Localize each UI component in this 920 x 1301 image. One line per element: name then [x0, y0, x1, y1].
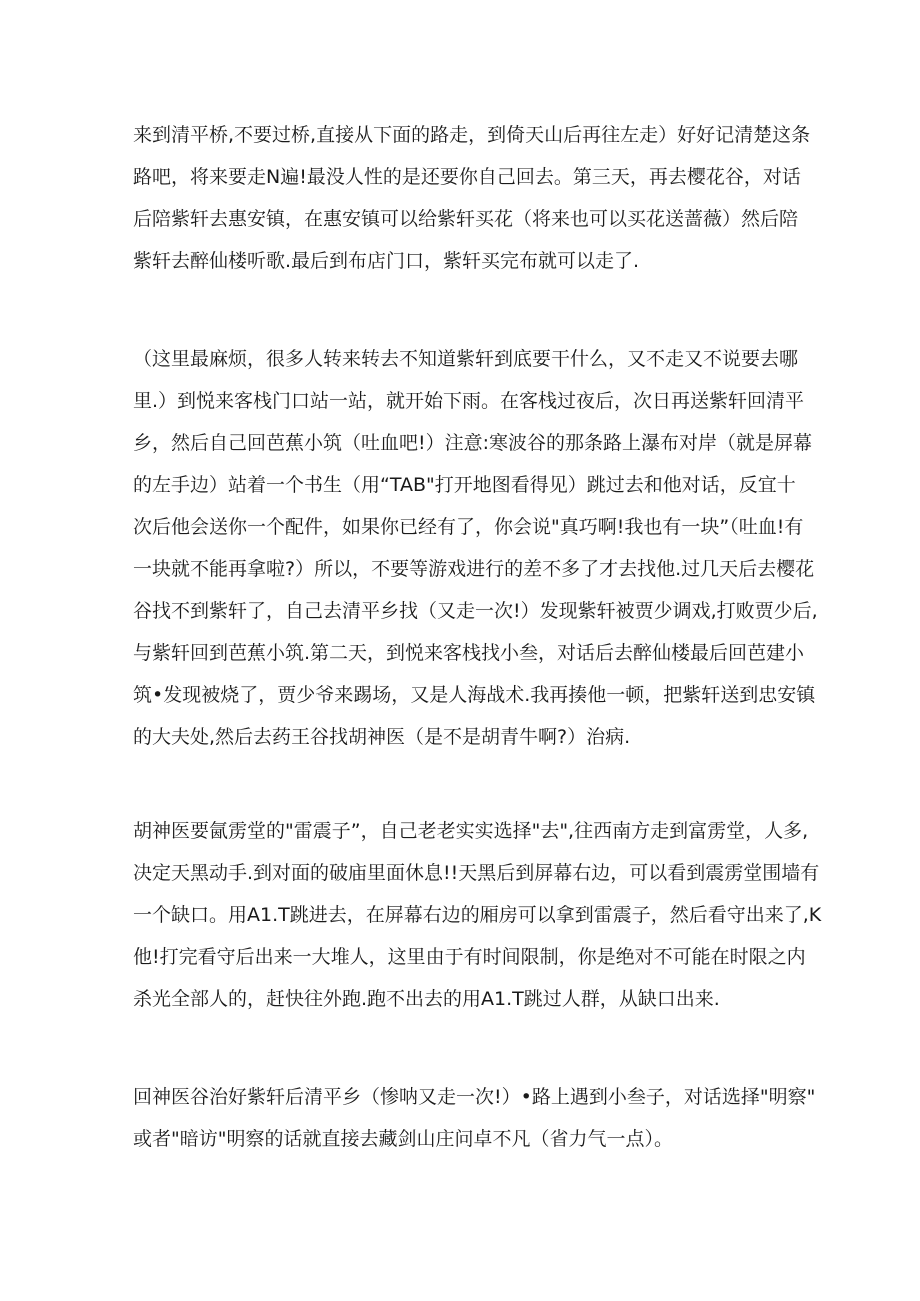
- text-line: 回神医谷治好紫轩后清平乡（惨呐又走一次!）•路上遇到小叁子，对话选择"明察": [133, 1086, 816, 1108]
- text-line: 紫轩去醉仙楼听歌.最后到布店门口，紫轩买完布就可以走了.: [133, 250, 640, 272]
- paragraph-spacer: [133, 1020, 793, 1076]
- text-line: 次后他会送你一个配件，如果你已经有了，你会说"真巧啊!我也有一块”（吐血!有: [133, 516, 804, 538]
- text-line: 杀光全部人的，赶快往外跑.跑不出去的用A1.T跳过人群，从缺口出来.: [133, 988, 720, 1010]
- paragraph-1: [133, 114, 811, 282]
- text-line: 他!打完看守后出来一大堆人，这里由于有时间限制，你是绝对不可能在时限之内: [133, 946, 806, 968]
- text-line: 里.）到悦来客栈门口站一站，就开始下雨。在客栈过夜后，次日再送紫轩回清平: [133, 390, 805, 412]
- text-line: 乡，然后自己回芭蕉小筑（吐血吧!）注意:寒波谷的那条路上瀑布对岸（就是屏幕: [133, 432, 813, 454]
- text-line: 一块就不能再拿啦?）所以，不要等游戏进行的差不多了才去找他.过几天后去樱花: [133, 558, 815, 580]
- paragraph-spacer: [133, 282, 793, 338]
- text-line: 决定天黑动手.到对面的破庙里面休息!!天黑后到屏幕右边，可以看到震雳堂围墙有: [133, 862, 820, 884]
- text-line: 的大夫处,然后去药王谷找胡神医（是不是胡青牛啊?）治病.: [133, 726, 631, 748]
- paragraph-spacer: [133, 758, 793, 810]
- text-line: 谷找不到紫轩了，自己去清平乡找（又走一次!）发现紫轩被贾少调戏,打败贾少后,: [133, 600, 818, 622]
- paragraph-3: [133, 810, 822, 1020]
- document-body: [133, 114, 822, 1160]
- text-line: （这里最麻烦，很多人转来转去不知道紫轩到底要干什么，又不走又不说要去哪: [133, 348, 799, 370]
- text-line: 胡神医要氤雳堂的"雷震子”，自己老老实实选择"去",往西南方走到富雳堂，人多,: [133, 820, 809, 842]
- paragraph-2: [133, 338, 818, 758]
- paragraph-4: [133, 1076, 816, 1160]
- text-line: 的左手边）站着一个书生（用“TAB"打开地图看得见）跳过去和他对话，反宜十: [133, 474, 796, 496]
- text-line: 一个缺口。用A1.T跳进去，在屏幕右边的厢房可以拿到雷震子，然后看守出来了,K: [133, 904, 822, 926]
- text-line: 后陪紫轩去惠安镇，在惠安镇可以给紫轩买花（将来也可以买花送蔷薇）然后陪: [133, 208, 799, 230]
- text-line: 与紫轩回到芭蕉小筑.第二天，到悦来客栈找小叁，对话后去醉仙楼最后回芭建小: [133, 642, 805, 664]
- text-line: 筑•发现被烧了，贾少爷来踢场，又是人海战术.我再揍他一顿，把紫轩送到忠安镇: [133, 684, 816, 706]
- text-line: 来到清平桥,不要过桥,直接从下面的路走，到倚天山后再往左走）好好记清楚这条: [133, 124, 811, 146]
- text-line: 路吧，将来要走N遍!最没人性的是还要你自己回去。第三天，再去樱花谷，对话: [133, 166, 801, 188]
- text-line: 或者"暗访"明察的话就直接去藏剑山庄问卓不凡（省力气一点）。: [133, 1128, 673, 1150]
